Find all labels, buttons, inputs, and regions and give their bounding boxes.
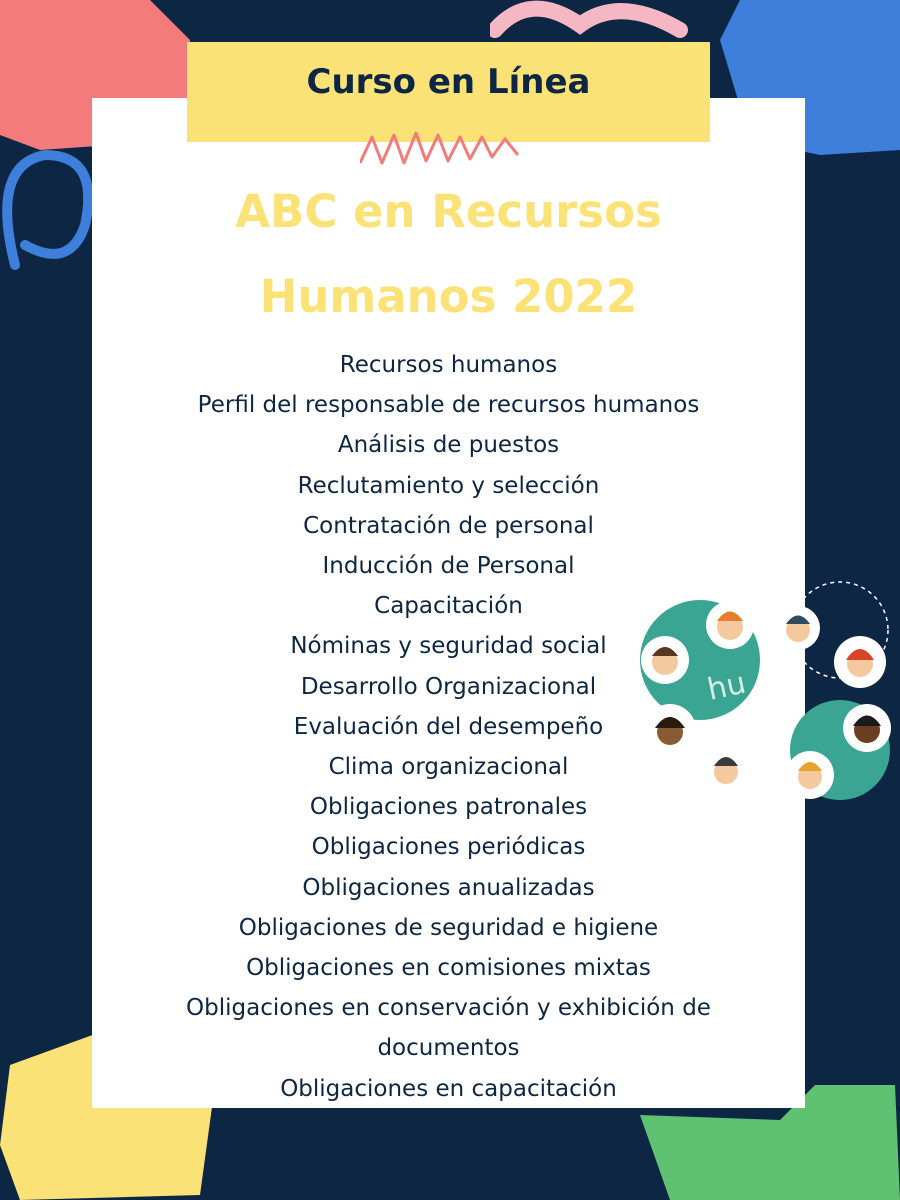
person-avatar — [641, 636, 689, 684]
person-avatar — [776, 606, 820, 650]
topic-item: Recursos humanos — [339, 352, 558, 378]
topic-item: Obligaciones de seguridad e higiene — [238, 914, 659, 941]
person-avatar — [843, 704, 891, 752]
topic-item: Capacitación — [374, 593, 523, 620]
topic-item: Obligaciones periódicas — [311, 834, 586, 861]
topic-item: Obligaciones en comisiones mixtas — [246, 955, 651, 982]
person-avatar — [786, 751, 834, 799]
person-avatar — [702, 746, 750, 794]
header-label: Curso en Línea — [306, 62, 591, 102]
topic-item: Obligaciones en conservación y exhibición de documentos — [186, 995, 711, 1062]
topic-item: Obligaciones anualizadas — [302, 874, 595, 901]
topic-item: Reclutamiento y selección — [297, 472, 600, 499]
zigzag-decoration — [360, 125, 540, 170]
person-avatar — [706, 601, 754, 649]
person-avatar — [834, 636, 886, 688]
course-title-line-1: ABC en Recursos — [235, 185, 662, 238]
topic-item: Inducción de Personal — [322, 553, 575, 580]
topic-item: Obligaciones patronales — [309, 794, 588, 821]
hr-team-icon — [630, 580, 900, 810]
illustration-text: hu — [704, 665, 749, 708]
topic-item: Nóminas y seguridad social — [290, 633, 607, 660]
pink-scribble-shape — [490, 0, 690, 45]
topic-item: Clima organizacional — [328, 754, 569, 781]
topic-item: Perfil del responsable de recursos humanos — [197, 392, 700, 419]
topic-item: Obligaciones en capacitación — [280, 1075, 617, 1102]
course-title-line-2: Humanos 2022 — [259, 270, 638, 323]
topic-item: Contratación de personal — [303, 512, 594, 539]
person-avatar — [644, 704, 696, 756]
topic-item: Análisis de puestos — [337, 432, 560, 459]
topic-item: Evaluación del desempeño — [293, 713, 604, 740]
topic-item: Desarrollo Organizacional — [300, 673, 597, 700]
